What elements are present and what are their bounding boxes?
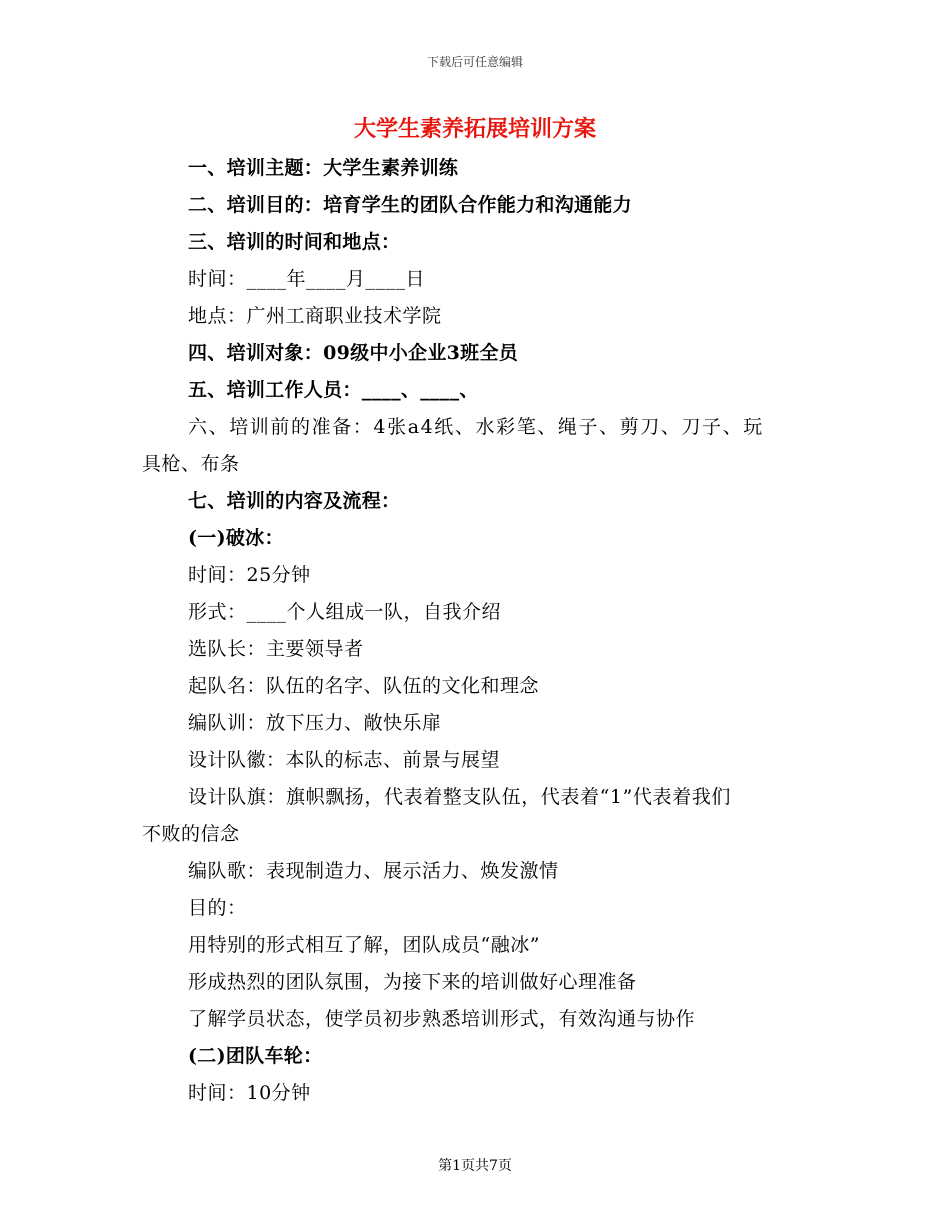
section-heading: (一)破冰： <box>188 527 284 549</box>
paragraph-line: 起队名：队伍的名字、队伍的文化和理念 <box>188 675 540 697</box>
page-number: 第1页共7页 <box>438 1158 512 1174</box>
section-heading: 五、培训工作人员：____、____、 <box>188 379 479 401</box>
paragraph-line: 用特别的形式相互了解，团队成员“融冰” <box>188 934 540 956</box>
paragraph-line: 时间：10分钟 <box>188 1082 311 1104</box>
paragraph-line: 目的： <box>188 897 247 919</box>
paragraph-line: 选队长：主要领导者 <box>188 638 364 660</box>
paragraph-line: 设计队徽：本队的标志、前景与展望 <box>188 749 501 771</box>
paragraph-line: 六、培训前的准备：4张a4纸、水彩笔、绳子、剪刀、刀子、玩 <box>188 416 764 438</box>
section-heading: 三、培训的时间和地点： <box>188 231 401 253</box>
paragraph-line: 编队训：放下压力、敞快乐扉 <box>188 712 442 734</box>
paragraph-line: 了解学员状态，使学员初步熟悉培训形式，有效沟通与协作 <box>188 1008 696 1030</box>
paragraph-line: 时间：____年____月____日 <box>188 268 426 290</box>
section-heading: 四、培训对象：09级中小企业3班全员 <box>188 342 519 364</box>
section-heading: 二、培训目的：培育学生的团队合作能力和沟通能力 <box>188 194 632 216</box>
document-body <box>142 150 810 1112</box>
paragraph-line: 时间：25分钟 <box>188 564 311 586</box>
paragraph-line: 不败的信念 <box>142 823 240 845</box>
document-title: 大学生素养拓展培训方案 <box>353 116 596 142</box>
section-heading: 一、培训主题：大学生素养训练 <box>188 157 459 179</box>
paragraph-line: 编队歌：表现制造力、展示活力、焕发激情 <box>188 860 559 882</box>
paragraph-line: 地点：广州工商职业技术学院 <box>188 305 442 327</box>
section-heading: 七、培训的内容及流程： <box>188 490 401 512</box>
paragraph-line: 形式：____个人组成一队，自我介绍 <box>188 601 502 623</box>
paragraph-line: 形成热烈的团队氛围，为接下来的培训做好心理准备 <box>188 971 637 993</box>
paragraph-line: 具枪、布条 <box>142 453 240 475</box>
page-header-note: 下载后可任意编辑 <box>426 55 523 69</box>
section-heading: (二)团队车轮： <box>188 1045 323 1067</box>
paragraph-line: 设计队旗：旗帜飘扬，代表着整支队伍，代表着“1”代表着我们 <box>188 786 731 808</box>
